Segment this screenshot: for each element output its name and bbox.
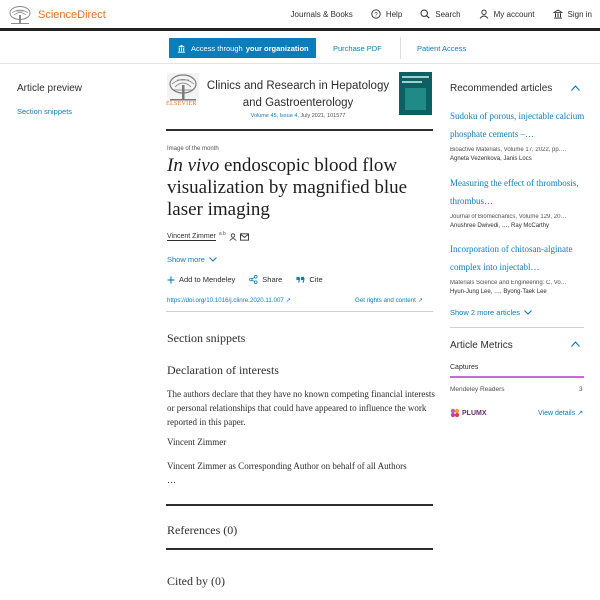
rights-text: Get rights and content bbox=[355, 297, 416, 304]
journal-divider bbox=[166, 129, 433, 131]
show-more-articles-label: Show 2 more articles bbox=[450, 308, 521, 317]
institution-icon bbox=[553, 9, 563, 19]
journals-books-link[interactable] bbox=[291, 10, 353, 19]
plumx-label: PLUMX bbox=[462, 409, 487, 417]
access-bold: your organization bbox=[245, 43, 309, 53]
author-affiliations[interactable]: a b bbox=[218, 231, 226, 237]
chevron-down-icon bbox=[524, 310, 532, 315]
top-header bbox=[0, 0, 600, 31]
mendeley-label: Add to Mendeley bbox=[179, 275, 236, 284]
truncation-ellipsis: … bbox=[167, 475, 176, 485]
recommended-article-source: Bioactive Materials, Volume 17, 2022, pp.… bbox=[450, 147, 567, 153]
show-more-articles-button[interactable] bbox=[450, 308, 532, 317]
svg-text:?: ? bbox=[374, 12, 378, 19]
doi-text: https://doi.org/10.1016/j.clinre.2020.11.007 bbox=[167, 297, 284, 304]
purchase-pdf-link[interactable]: Purchase PDF bbox=[333, 44, 382, 53]
search-link[interactable] bbox=[420, 9, 460, 19]
chevron-up-icon[interactable] bbox=[571, 341, 580, 347]
recommended-article bbox=[450, 173, 585, 229]
author-signature: Vincent Zimmer bbox=[167, 437, 227, 447]
external-link-icon: ↗ bbox=[577, 410, 584, 417]
journals-books-label: Journals & Books bbox=[290, 9, 353, 19]
cover-graphic bbox=[405, 88, 426, 110]
add-to-mendeley-button[interactable] bbox=[167, 275, 235, 284]
chevron-down-icon bbox=[209, 257, 217, 262]
recommended-articles-heading: Recommended articles bbox=[450, 83, 553, 94]
recommended-article bbox=[450, 106, 585, 162]
section-snippets-heading: Section snippets bbox=[167, 331, 246, 345]
show-more-button[interactable] bbox=[167, 255, 217, 264]
recommended-article-title[interactable]: Incorporation of chitosan-alginate complex into injectabl… bbox=[450, 244, 573, 272]
sign-in-label: Sign in bbox=[567, 9, 592, 19]
external-link-icon: ↗ bbox=[285, 297, 291, 304]
recommended-article-title[interactable]: Measuring the effect of thrombosis, thrombus… bbox=[450, 178, 579, 206]
captures-label: Captures bbox=[450, 364, 479, 371]
article-metrics-heading: Article Metrics bbox=[450, 340, 513, 351]
access-prefix: Access through bbox=[191, 43, 243, 53]
section-snippets-nav-link[interactable]: Section snippets bbox=[17, 107, 73, 116]
patient-access-link[interactable]: Patient Access bbox=[417, 44, 467, 53]
author-link[interactable]: Vincent Zimmer bbox=[167, 233, 216, 240]
person-icon bbox=[479, 9, 489, 19]
brand-name: ScienceDirect bbox=[38, 9, 106, 21]
right-divider bbox=[450, 327, 584, 328]
cover-line bbox=[402, 76, 429, 78]
plumx-logo bbox=[450, 408, 487, 418]
external-link-icon: ↗ bbox=[417, 297, 423, 304]
share-button[interactable] bbox=[249, 275, 282, 284]
access-bar bbox=[0, 33, 600, 64]
corresponding-author-text: Vincent Zimmer as Corresponding Author on behalf of all Authors bbox=[167, 461, 407, 471]
article-actions bbox=[167, 275, 337, 284]
title-rest: endoscopic blood flow visualization by magnified blue laser imaging bbox=[167, 155, 408, 220]
recommended-article-authors: Agneta Vezenkova, Janis Locs bbox=[450, 156, 532, 162]
share-label: Share bbox=[262, 275, 283, 284]
article-title bbox=[167, 155, 437, 221]
mendeley-readers-value: 3 bbox=[579, 386, 583, 393]
journal-title[interactable]: Clinics and Research in Hepatology and Gastroenterology bbox=[206, 80, 390, 109]
show-more-label: Show more bbox=[167, 255, 205, 264]
help-link[interactable] bbox=[371, 9, 402, 19]
plumx-icon bbox=[450, 408, 460, 418]
top-nav bbox=[273, 9, 592, 19]
help-icon bbox=[371, 9, 381, 19]
view-details-link[interactable] bbox=[538, 409, 583, 417]
section-divider bbox=[166, 504, 433, 506]
help-label: Help bbox=[385, 9, 403, 19]
cite-label: Cite bbox=[309, 275, 323, 284]
cite-button[interactable] bbox=[296, 275, 322, 284]
elsevier-tree-icon bbox=[8, 5, 32, 25]
captures-bar bbox=[450, 376, 584, 378]
chevron-up-icon[interactable] bbox=[571, 85, 580, 91]
declaration-text: The authors declare that they have no known competing financial interests or personal relationships that could have appeared to influence the work reported in this paper. bbox=[167, 389, 435, 427]
doi-divider bbox=[166, 311, 433, 312]
references-heading: References (0) bbox=[167, 523, 238, 537]
recommended-article bbox=[450, 239, 585, 295]
access-organization-button[interactable] bbox=[169, 38, 316, 58]
my-account-link[interactable] bbox=[479, 9, 535, 19]
recommended-article-authors: Anushree Dwivedi, …, Ray McCarthy bbox=[450, 223, 550, 229]
mendeley-readers-label: Mendeley Readers bbox=[450, 386, 505, 393]
recommended-article-title[interactable]: Sudoku of porous, injectable calcium phosphate cements –… bbox=[450, 111, 585, 139]
email-icon[interactable] bbox=[240, 233, 249, 241]
declaration-heading: Declaration of interests bbox=[167, 363, 279, 377]
search-icon bbox=[420, 9, 430, 19]
divider bbox=[400, 37, 401, 59]
author-row bbox=[167, 233, 249, 241]
journal-issue bbox=[198, 113, 398, 119]
journal-cover-image[interactable] bbox=[399, 72, 432, 115]
issue-link[interactable]: Volume 45, Issue 4 bbox=[250, 113, 298, 119]
title-italic: In vivo bbox=[167, 155, 220, 176]
plus-icon bbox=[167, 276, 175, 284]
doi-link[interactable] bbox=[167, 297, 291, 304]
article-type: Image of the month bbox=[167, 146, 219, 152]
share-icon bbox=[249, 275, 258, 284]
sciencedirect-logo[interactable] bbox=[8, 5, 106, 25]
recommended-article-authors: Hyun-Jung Lee, …, Byong-Taek Lee bbox=[450, 289, 547, 295]
issue-details: , July 2021, 101577 bbox=[297, 113, 346, 119]
search-label: Search bbox=[435, 9, 461, 19]
rights-link[interactable] bbox=[355, 297, 423, 304]
elsevier-wordmark: ELSEVIER bbox=[166, 101, 197, 107]
person-icon[interactable] bbox=[229, 233, 237, 241]
recommended-article-source: Materials Science and Engineering: C, Vo… bbox=[450, 280, 567, 286]
article-preview-heading: Article preview bbox=[17, 83, 83, 94]
view-details-label: View details bbox=[538, 410, 576, 417]
my-account-label: My account bbox=[493, 9, 535, 19]
cited-by-heading: Cited by (0) bbox=[167, 574, 225, 588]
quote-icon bbox=[296, 276, 305, 284]
institution-icon bbox=[177, 44, 186, 53]
recommended-article-source: Journal of Biomechanics, Volume 129, 20… bbox=[450, 214, 567, 220]
cover-line bbox=[402, 81, 422, 83]
sign-in-link[interactable] bbox=[553, 9, 592, 19]
section-divider bbox=[166, 548, 433, 550]
